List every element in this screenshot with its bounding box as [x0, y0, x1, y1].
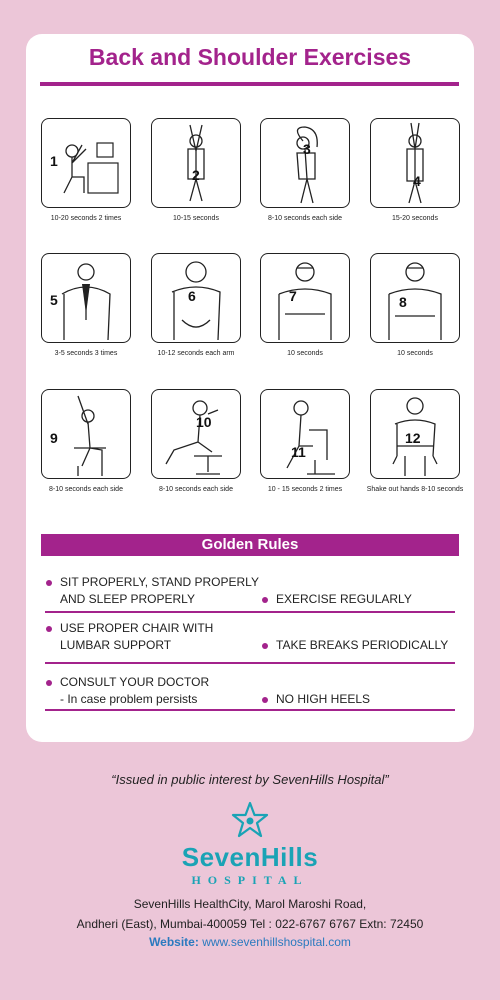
address-line-1: SevenHills HealthCity, Marol Maroshi Road, — [133, 897, 367, 911]
hospital-brand-name: SevenHills — [181, 842, 319, 872]
exercise-illustration — [151, 253, 241, 343]
exercise-illustration — [151, 389, 241, 479]
exercise-number: 4 — [413, 173, 421, 189]
issued-note: “Issued in public interest by SevenHills Hospital” — [111, 772, 389, 787]
golden-rule-right: NO HIGH HEELS — [276, 692, 371, 706]
exercise-number: 2 — [192, 167, 200, 183]
exercise-figure-icon — [152, 254, 240, 342]
exercise-number: 1 — [50, 153, 58, 169]
website-link[interactable]: www.sevenhillshospital.com — [202, 935, 351, 949]
exercise-illustration — [370, 118, 460, 208]
exercise-duration: 10 seconds — [397, 350, 433, 357]
exercise-duration: 10-20 seconds 2 times — [50, 215, 122, 222]
exercise-figure-icon — [152, 119, 240, 207]
exercise-duration: Shake out hands 8-10 seconds — [366, 486, 464, 493]
website-label: Website: — [149, 935, 199, 949]
exercise-duration: 15-20 seconds — [392, 215, 438, 222]
exercise-number: 10 — [196, 414, 212, 430]
exercise-figure-icon — [261, 390, 349, 478]
exercise-figure-icon — [261, 254, 349, 342]
title-underline — [40, 82, 459, 86]
golden-rule-right: EXERCISE REGULARLY — [276, 592, 412, 606]
star-logo-icon — [230, 800, 270, 840]
bullet-icon — [46, 626, 52, 632]
exercise-duration: 8-10 seconds each side — [159, 486, 233, 493]
exercise-illustration — [151, 118, 241, 208]
address-line-2: Andheri (East), Mumbai-400059 Tel : 022-6767 6767 Extn: 72450 — [76, 917, 424, 931]
exercise-number: 6 — [188, 288, 196, 304]
exercise-duration: 10-12 seconds each arm — [157, 350, 235, 357]
exercise-figure-icon — [261, 119, 349, 207]
exercise-figure-icon — [371, 119, 459, 207]
page-title: Back and Shoulder Exercises — [88, 44, 412, 70]
exercise-illustration — [41, 118, 131, 208]
exercise-number: 9 — [50, 430, 58, 446]
exercise-card — [370, 118, 482, 238]
rule-divider — [45, 662, 455, 664]
golden-rule-right: TAKE BREAKS PERIODICALLY — [276, 638, 449, 652]
exercise-number: 11 — [291, 444, 306, 460]
exercise-illustration — [370, 389, 460, 479]
hospital-brand-subtitle: HOSPITAL — [191, 873, 309, 887]
exercise-number: 7 — [289, 288, 297, 304]
exercise-duration: 10 - 15 seconds 2 times — [267, 486, 343, 493]
golden-rule-left: SIT PROPERLY, STAND PROPERLY AND SLEEP PROPERLY — [60, 575, 259, 606]
exercise-card — [370, 253, 482, 373]
golden-rule-left: USE PROPER CHAIR WITH LUMBAR SUPPORT — [60, 621, 214, 652]
exercise-duration: 8-10 seconds each side — [268, 215, 342, 222]
exercise-illustration — [41, 253, 131, 343]
exercise-duration: 10-15 seconds — [173, 215, 219, 222]
bullet-icon — [46, 580, 52, 586]
golden-rule-left: CONSULT YOUR DOCTOR - In case problem persists — [60, 675, 210, 706]
exercise-illustration — [260, 253, 350, 343]
exercise-figure-icon — [371, 254, 459, 342]
rule-divider — [45, 611, 455, 613]
exercise-illustration — [41, 389, 131, 479]
bullet-icon — [262, 697, 268, 703]
exercise-illustration — [260, 118, 350, 208]
bullet-icon — [262, 643, 268, 649]
exercise-illustration — [370, 253, 460, 343]
exercise-illustration — [260, 389, 350, 479]
exercise-duration: 8-10 seconds each side — [49, 486, 123, 493]
exercise-duration: 10 seconds — [287, 350, 323, 357]
exercise-card — [366, 389, 482, 509]
rule-divider — [45, 709, 455, 711]
exercise-number: 12 — [405, 430, 421, 446]
exercise-duration: 3-5 seconds 3 times — [54, 350, 118, 357]
exercise-figure-icon — [152, 390, 240, 478]
exercise-number: 5 — [50, 292, 58, 308]
golden-rules-heading: Golden Rules — [41, 534, 459, 556]
website-line — [0, 935, 500, 949]
exercise-number: 3 — [303, 141, 311, 157]
exercise-number: 8 — [399, 294, 407, 310]
bullet-icon — [46, 680, 52, 686]
bullet-icon — [262, 597, 268, 603]
